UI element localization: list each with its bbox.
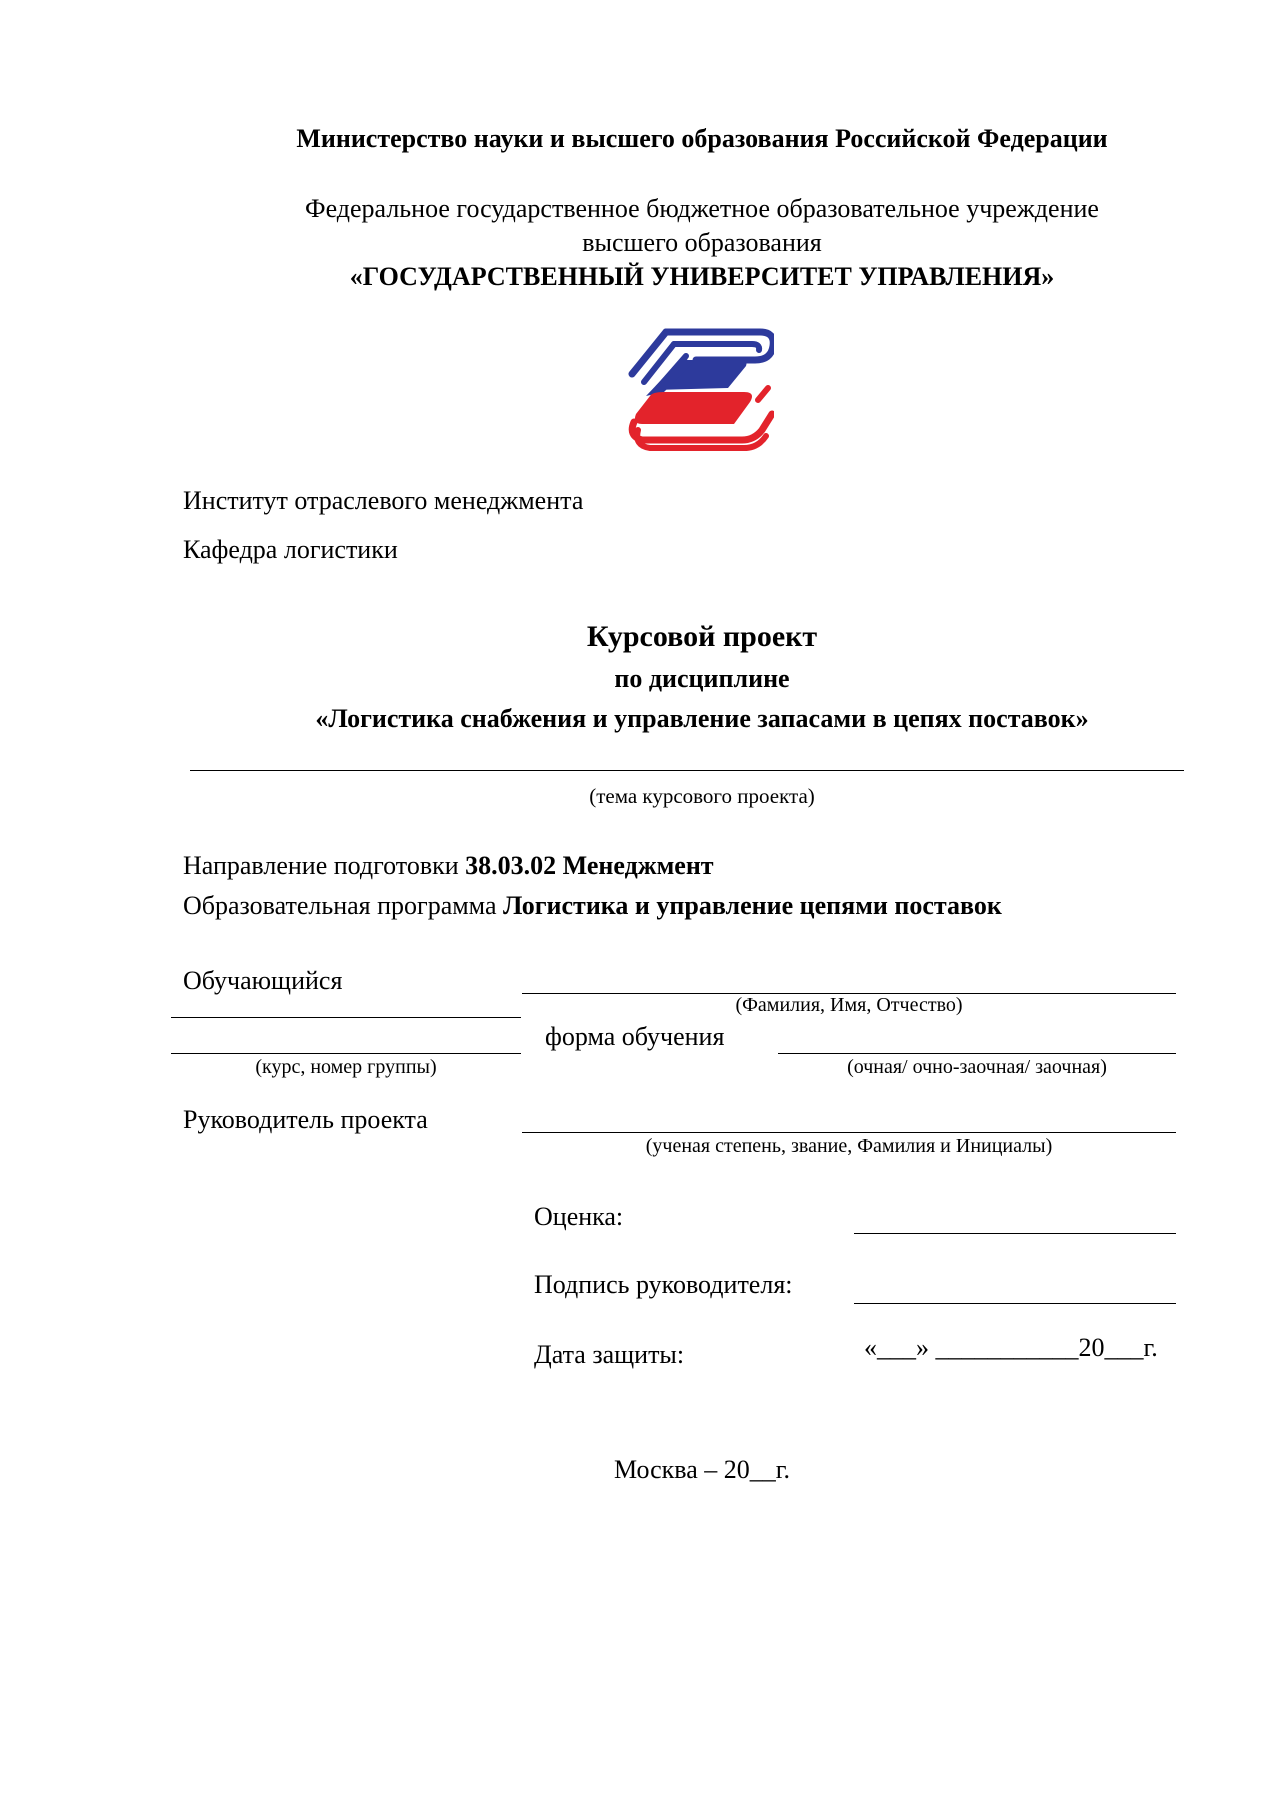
- direction-value: 38.03.02 Менеджмент: [465, 851, 714, 880]
- study-form-line[interactable]: [778, 1053, 1176, 1054]
- student-label: Обучающийся: [183, 966, 343, 995]
- project-subtitle: по дисциплине: [614, 664, 790, 693]
- ministry-heading-text: Министерство науки и высшего образования Российской Федерации: [296, 124, 1108, 153]
- supervisor-label: Руководитель проекта: [183, 1105, 428, 1134]
- group-caption: (курс, номер группы): [255, 1056, 437, 1078]
- program-row: [183, 891, 1002, 921]
- defense-date-label: Дата защиты:: [534, 1340, 685, 1369]
- project-title: Курсовой проект: [586, 620, 818, 653]
- signature-label: Подпись руководителя:: [534, 1270, 793, 1299]
- grade-label: Оценка:: [534, 1202, 624, 1231]
- program-value: Логистика и управление цепями поставок: [503, 891, 1002, 920]
- course-line-1[interactable]: [171, 1017, 521, 1018]
- institute-name: Институт отраслевого менеджмента: [183, 486, 584, 515]
- supervisor-line[interactable]: [522, 1132, 1176, 1133]
- discipline-name: «Логистика снабжения и управление запасами в цепях поставок»: [315, 704, 1089, 733]
- institution-line-2: высшего образования: [582, 228, 822, 257]
- topic-line[interactable]: [190, 770, 1184, 771]
- institution-line-1: Федеральное государственное бюджетное образовательное учреждение: [305, 194, 1099, 223]
- defense-date-field[interactable]: «___» ___________20___г.: [864, 1333, 1158, 1362]
- department-name: Кафедра логистики: [183, 535, 398, 564]
- university-logo-icon: [624, 326, 774, 452]
- topic-caption: (тема курсового проекта): [589, 784, 815, 808]
- study-form-caption: (очная/ очно-заочная/ заочная): [847, 1056, 1107, 1078]
- direction-row: [183, 851, 714, 881]
- signature-line[interactable]: [854, 1303, 1176, 1304]
- university-name: «ГОСУДАРСТВЕННЫЙ УНИВЕРСИТЕТ УПРАВЛЕНИЯ»: [349, 262, 1055, 291]
- direction-label: Направление подготовки: [183, 851, 459, 880]
- supervisor-caption: (ученая степень, звание, Фамилия и Инициалы): [645, 1135, 1053, 1157]
- course-line-2[interactable]: [171, 1053, 521, 1054]
- student-name-caption: (Фамилия, Имя, Отчество): [735, 994, 963, 1016]
- city-year: Москва – 20__г.: [614, 1455, 790, 1484]
- program-label: Образовательная программа: [183, 891, 497, 920]
- grade-line[interactable]: [854, 1233, 1176, 1234]
- study-form-label: форма обучения: [545, 1022, 725, 1051]
